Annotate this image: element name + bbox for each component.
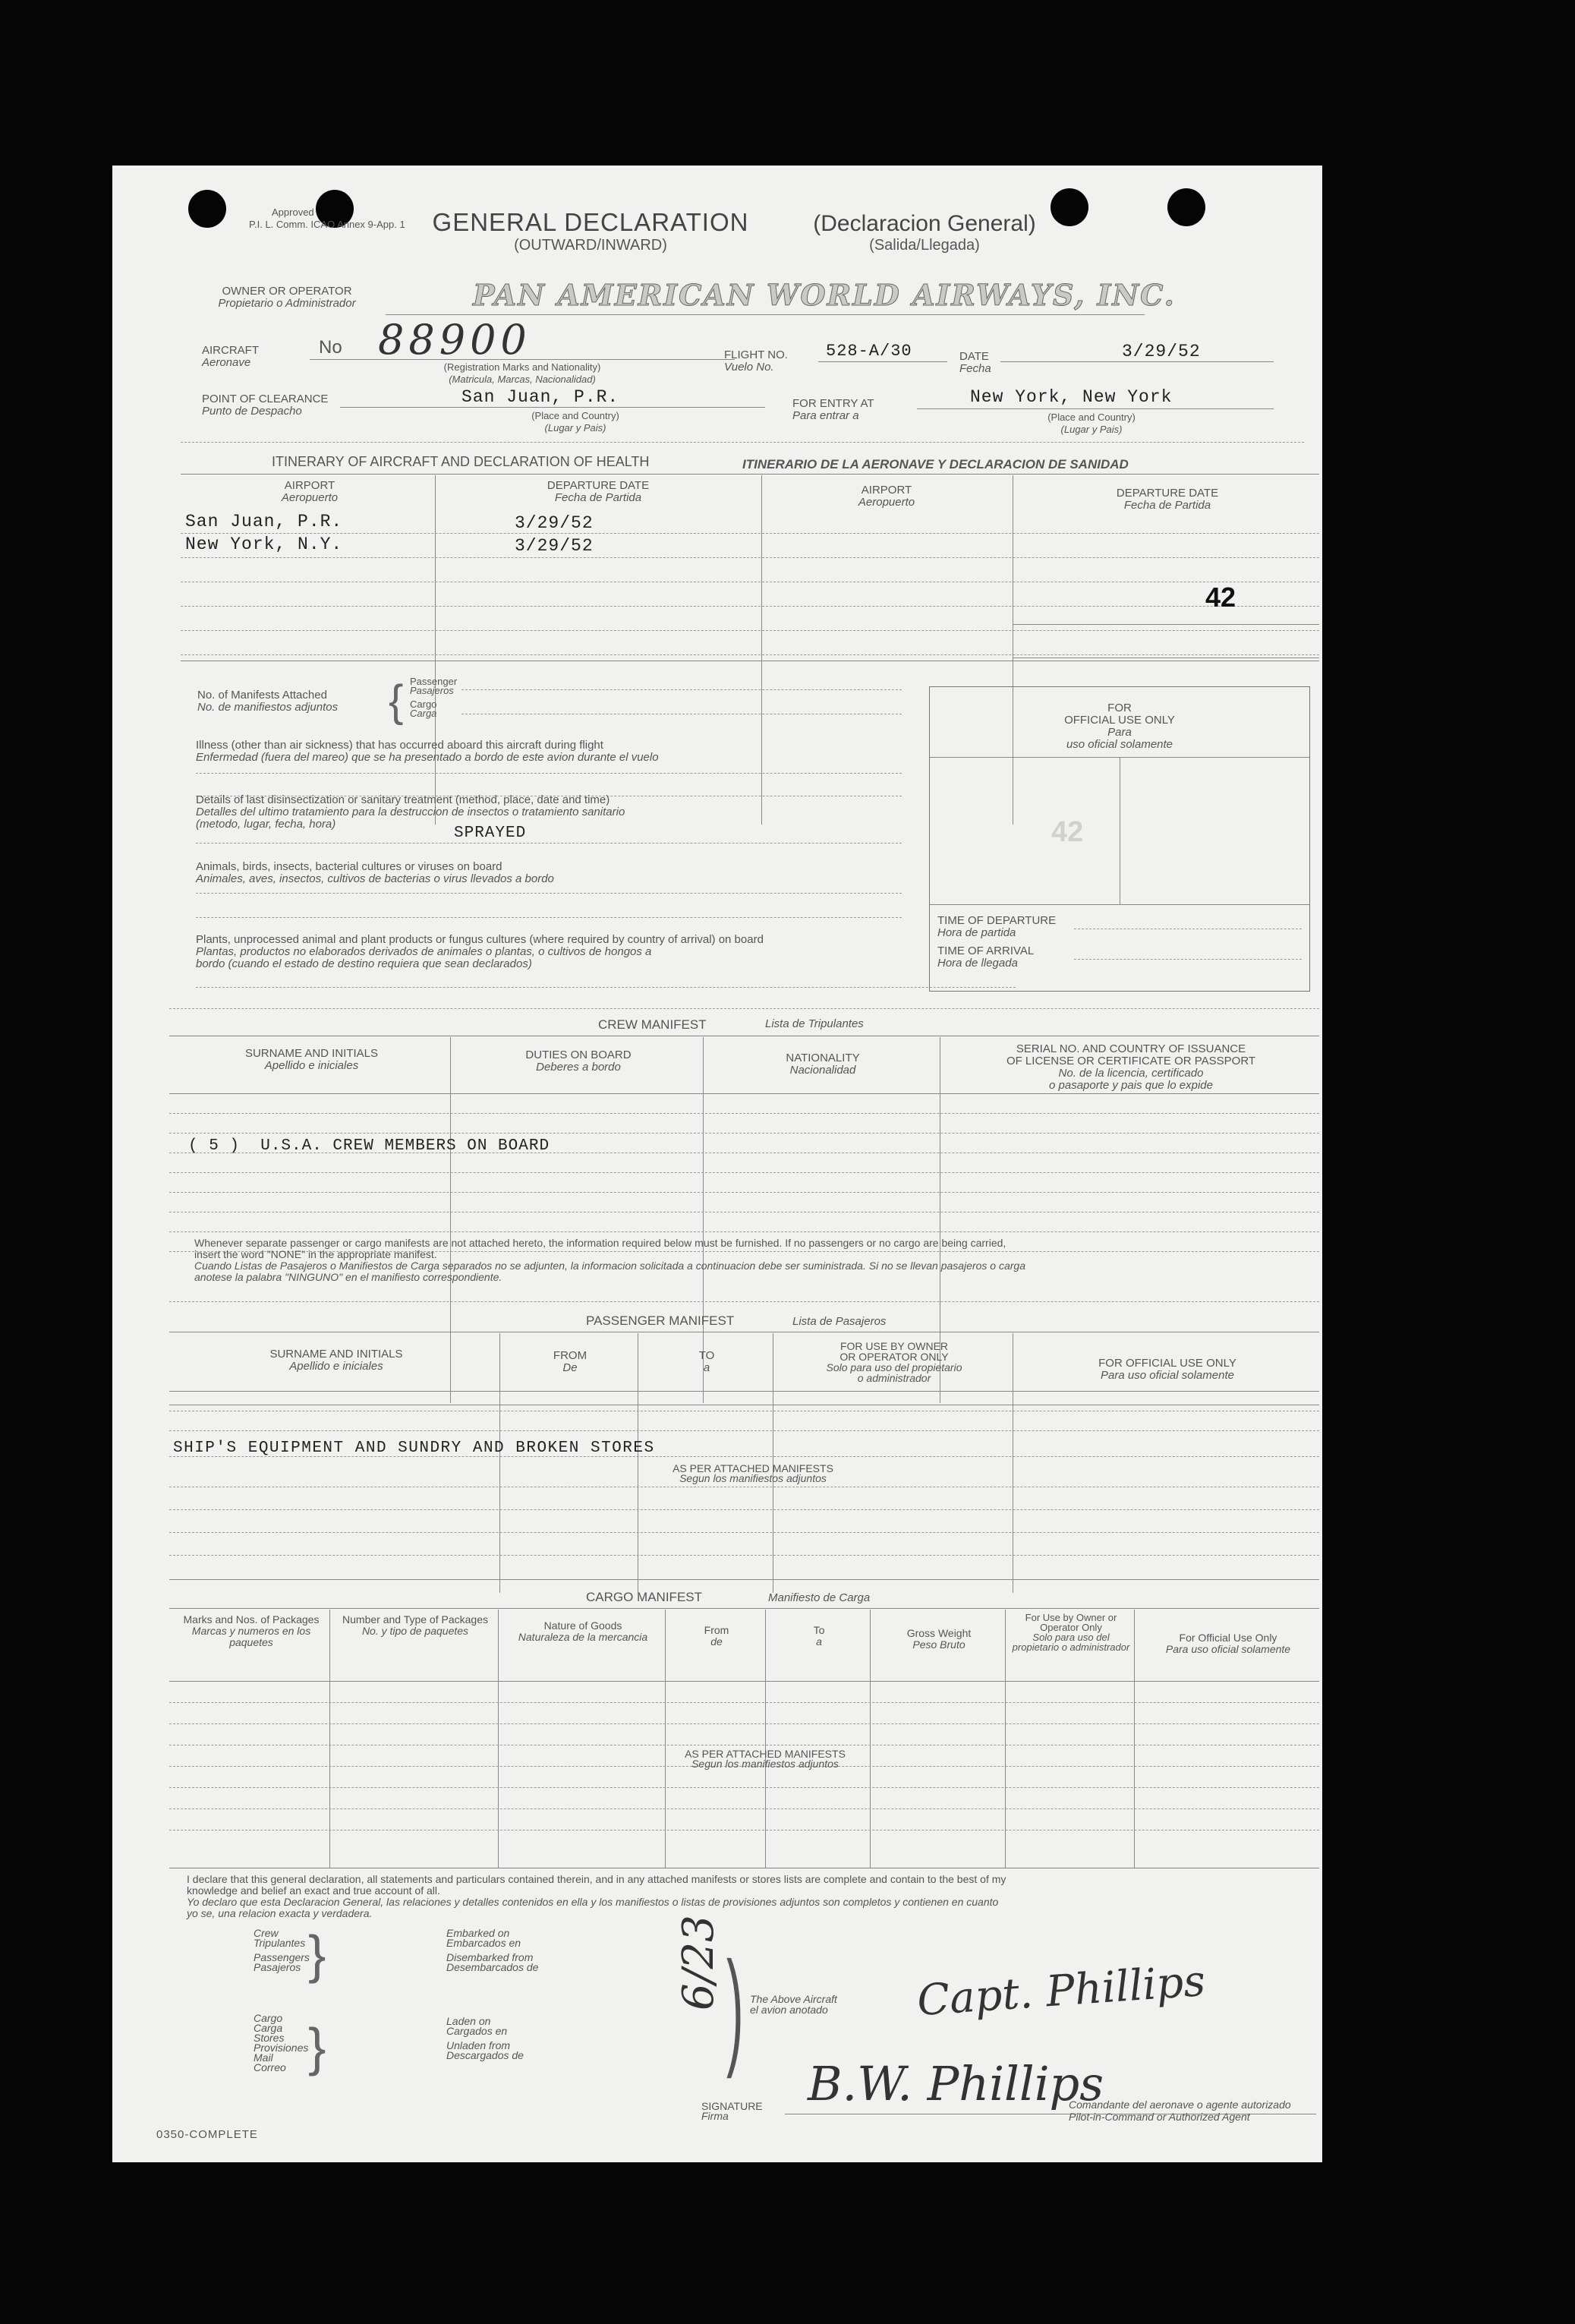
passenger-col-surname: SURNAME AND INITIALS Apellido e iniciales <box>269 1348 403 1373</box>
handwritten-note: 6/23 <box>674 1915 723 2010</box>
summary-embarked: Embarked on Embarcados en Disembarked from Desembarcados de <box>446 1927 539 1973</box>
aircraft-label: AIRCRAFT Aeronave <box>202 344 259 369</box>
cargo-manifest-title-es: Manifiesto de Carga <box>768 1591 871 1604</box>
clearance-value: San Juan, P.R. <box>461 387 619 407</box>
plants-question: Plants, unprocessed animal and plant products or fungus cultures (where required by country of arrival) on board Plantas, productos no elaborados derivados de animales o plantas, o cultivos de hongos a bordo (cuando el estado de destino requiera que sean declarados) <box>196 933 764 970</box>
itinerary-row-airport: New York, N.Y. <box>185 534 343 554</box>
itinerary-col-departure-2: DEPARTURE DATE Fecha de Partida <box>1116 487 1219 512</box>
signature-label: SIGNATURE Firma <box>701 2100 763 2122</box>
manifests-label: No. of Manifests Attached No. de manifiestos adjuntos <box>197 689 339 714</box>
cargo-attached: AS PER ATTACHED MANIFESTS Segun los manifiestos adjuntos <box>685 1748 846 1770</box>
signature-handwriting: B.W. Phillips <box>808 2056 1104 2111</box>
operator-name: PAN AMERICAN WORLD AIRWAYS, INC. <box>473 278 1176 312</box>
cargo-col-owner: For Use by Owner or Operator Only Solo para uso del propietario o administrador <box>1012 1612 1130 1653</box>
itinerary-row-date: 3/29/52 <box>515 513 594 533</box>
owner-label: OWNER OR OPERATOR Propietario o Administrador <box>218 285 356 310</box>
approval-note: Approved P.I. L. Comm. ICAO Annex 9-App. 1 <box>249 207 405 230</box>
passenger-col-from: FROM De <box>553 1349 587 1374</box>
above-aircraft-label: The Above Aircraft el avion anotado <box>750 1993 837 2016</box>
passenger-col-owner: FOR USE BY OWNER OR OPERATOR ONLY Solo para uso del propietario o administrador <box>826 1340 962 1384</box>
crew-manifest-title: CREW MANIFEST <box>598 1017 707 1032</box>
cargo-col-to: To a <box>813 1624 825 1648</box>
cargo-col-from: From de <box>704 1624 729 1648</box>
disinsection-value: SPRAYED <box>454 825 527 842</box>
clearance-label: POINT OF CLEARANCE Punto de Despacho <box>202 393 329 418</box>
crew-col-serial: SERIAL NO. AND COUNTRY OF ISSUANCE OF LICENSE OR CERTIFICATE OR PASSPORT No. de la licencia, certificado o pasaporte y pais que lo expide <box>1006 1042 1256 1092</box>
form-title: GENERAL DECLARATION (OUTWARD/INWARD) <box>432 208 749 254</box>
flight-label: FLIGHT NO. Vuelo No. <box>724 348 788 374</box>
passenger-attached: AS PER ATTACHED MANIFESTS Segun los manifiestos adjuntos <box>673 1462 833 1484</box>
clearance-caption: (Place and Country) (Lugar y Pais) <box>531 410 619 434</box>
animals-question: Animals, birds, insects, bacterial cultures or viruses on board Animales, aves, insectos, cultivos de bacterias o virus llevados a bordo <box>196 860 554 885</box>
crew-col-nationality: NATIONALITY Nacionalidad <box>786 1052 860 1077</box>
cargo-manifest-title: CARGO MANIFEST <box>586 1590 703 1604</box>
entry-caption: (Place and Country) (Lugar y Pais) <box>1047 412 1136 435</box>
aircraft-caption: (Registration Marks and Nationality) (Matricula, Marcas, Nacionalidad) <box>443 361 601 385</box>
form-number: 0350-COMPLETE <box>156 2128 258 2141</box>
passenger-manifest-title-es: Lista de Pasajeros <box>792 1315 887 1328</box>
cargo-col-marks: Marks and Nos. of Packages Marcas y numeros en los paquetes <box>183 1613 320 1648</box>
illness-question: Illness (other than air sickness) that has occurred aboard this aircraft during flight Enfermedad (fuera del mareo) que se ha presentado a bordo de este avion durante el vuelo <box>196 739 659 764</box>
form-title-es: (Declaracion General) (Salida/Llegada) <box>813 211 1036 254</box>
flight-number: 528-A/30 <box>826 342 912 361</box>
official-use-box: FOR OFFICIAL USE ONLY Para uso oficial solamente 42 TIME OF DEPARTURE Hora de partida TIME OF ARRIVAL Hora de llegada <box>929 686 1310 992</box>
page-number: 42 <box>1205 582 1236 613</box>
cargo-col-nature: Nature of Goods Naturaleza de la mercancia <box>518 1619 648 1643</box>
itinerary-title-es: ITINERARIO DE LA AERONAVE Y DECLARACION DE SANIDAD <box>742 457 1129 471</box>
summary-cargo-stores-mail: Cargo Carga Stores Provisiones Mail Correo <box>254 2012 309 2073</box>
itinerary-col-airport: AIRPORT Aeropuerto <box>281 479 339 504</box>
crew-col-surname: SURNAME AND INITIALS Apellido e iniciales <box>244 1047 379 1072</box>
cargo-col-weight: Gross Weight Peso Bruto <box>906 1627 972 1651</box>
disinsection-question: Details of last disinsectization or sanitary treatment (method, place, date and time) Detalles del ultimo tratamiento para la destruccion de insectos o tratamiento sanitario (metodo, lugar, fecha, hora) <box>196 793 625 831</box>
entry-value: New York, New York <box>970 387 1173 407</box>
passenger-entry: SHIP'S EQUIPMENT AND SUNDRY AND BROKEN STORES <box>173 1439 655 1457</box>
captain-handwriting: Capt. Phillips <box>915 1956 1207 2026</box>
crew-entry: ( 5 ) U.S.A. CREW MEMBERS ON BOARD <box>188 1137 550 1155</box>
cargo-col-official: For Official Use Only Para uso oficial solamente <box>1165 1632 1291 1655</box>
summary-laden: Laden on Cargados en Unladen from Descargados de <box>446 2015 524 2061</box>
declaration-form: Approved P.I. L. Comm. ICAO Annex 9-App. 1 GENERAL DECLARATION (OUTWARD/INWARD) (Declaracion General) (Salida/Llegada) OWNER OR OPERATOR Propietario o Administrador PAN AMERICAN WORLD AIRWAYS, INC. AIRCRAFT Aeronave No 88900 (Registration Marks and Nationality) (Matricula, Marcas, Nacionalidad) FLIGHT NO. Vuelo No. 528-A/30 DATE Fecha 3/29/52 POINT OF CLEARANCE Punto de Despacho San Juan, P.R. (Place and Country) (Lugar y Pais) FOR ENTRY AT Para entrar a New York, New York (Place and Country) (Lugar y Pais) ITINERARY OF AIRCRAFT AND DECLARATION OF HEALTH ITINERARIO DE LA AERONAVE Y DECLARACION DE SANIDAD AIRPORT Aeropuerto DEPARTURE DATE Fecha de Partida AIRPORT Aeropuerto DEPARTURE DATE Fecha de Partida San Juan, P.R. 3/29/52 New York, N.Y. 3/29/52 42 No. of Manifests Attached No. de manifiestos adjuntos { Passenger Pasajeros Cargo Carga Illness (other than air sickness) that has occurred aboard this aircraft during flight Enfermedad (fuera del mareo) que se ha presentado a bordo de este avion durante el vuelo Details of last disinsectization or sanitary treatment (method, place, date and time) Detalles del ultimo tratamiento para la destruccion de insectos o tratamiento sanitario (metodo, lugar, fecha, hora) SPRAYED Animals, birds, insects, bacterial cultures or viruses on board Animales, aves, insectos, cultivos de bacterias o virus llevados a bordo Plants, unprocessed animal and plant products or fungus cultures (where required by country of arrival) on board Plantas, productos no elaborados derivados de animales o plantas, o cultivos de hongos a bordo (cuando el estado de destino requiera que sean declarados) FOR OFFICIAL USE ONLY Para uso oficial solamente 42 TIME OF DEPARTURE Hora de partida TIME OF ARRIVAL Hora de llegada CREW MANIFEST Lista de Tripulantes SURNAME AND INITIALS Apellido e iniciales DUTIES ON BOARD Deberes a bordo NATIONALITY Nacionalidad SERIAL NO. AND COUNTRY OF ISSUANCE OF LICENSE OR CERTIFICATE OR PASSPORT No. de la licencia, certificado o pasaporte y pais que lo expide ( 5 ) U.S.A. CREW MEMBERS ON BOARD Whenever separate passenger or cargo manifests are not attached hereto, the information required below must be furnished. If no passengers or no cargo are being carried, insert the word "NONE" in the appropriate manifest. Cuando Listas de Pasajeros o Manifiestos de Carga separados no se adjunten, la informacion solicitada a continuacion debe ser suministrada. Si no se llevan pasajeros o carga anotese la palabra "NINGUNO" en el manifiesto correspondiente. PASSENGER MANIFEST Lista de Pasajeros SURNAME AND INITIALS Apellido e iniciales FROM De TO a FOR USE BY OWNER OR OPERATOR ONLY Solo para uso del propietario o administrador FOR OFFICIAL USE ONLY Para uso oficial solamente SHIP'S EQUIPMENT AND SUNDRY AND BROKEN STORES AS PER ATTACHED MANIFESTS Segun los manifiestos adjuntos CARGO MANIFEST Manifiesto de Carga Marks and Nos. of Packages Marcas y numeros en los paquetes Number and Type of Packages No. y tipo de paquetes Nature of Goods Naturaleza de la mercancia From de To a Gross Weight Peso Bruto For Use by Owner or Operator Only Solo para uso del propietario o administrador For Official Use Only Para uso oficial solamente AS PER ATTACHED MANIFESTS Segun los manifiestos adjuntos I declare that this general declaration, all statements and particulars contained therein, and in any attached manifests or stores lists are complete and contain to the best of my knowledge and belief an exact and true account of all. Yo declaro que esta Declaracion General, las relaciones y detalles contenidos en ella y los manifiestos o listas de provisiones adjuntos son completos y contienen en cuanto yo se, una relacion exacta y verdadera. Crew Tripulantes Passengers Pasajeros } Embarked on Embarcados en Disembarked from Desembarcados de Cargo Carga Stores Provisiones Mail Correo } Laden on Cargados en Unladen from Descargados de 6/23 ) The Above Aircraft el avion anotado Capt. Phillips SIGNATURE Firma B.W. Phillips Comandante del aeronave o agente autorizado Pilot-in-Command or Authorized Agent 0350-COMPLETE <box>112 166 1322 2162</box>
aircraft-registration: 88900 <box>378 316 531 364</box>
time-of-arrival: TIME OF ARRIVAL Hora de llegada <box>937 944 1035 970</box>
aircraft-no-prefix: No <box>319 337 342 358</box>
itinerary-col-departure: DEPARTURE DATE Fecha de Partida <box>547 479 650 504</box>
passenger-col-to: TO a <box>698 1349 715 1374</box>
itinerary-col-airport-2: AIRPORT Aeropuerto <box>858 484 915 509</box>
passenger-col-official: FOR OFFICIAL USE ONLY Para uso oficial solamente <box>1098 1357 1236 1382</box>
passenger-manifest-title: PASSENGER MANIFEST <box>586 1313 735 1328</box>
crew-col-duties: DUTIES ON BOARD Deberes a bordo <box>525 1048 632 1074</box>
itinerary-row-airport: San Juan, P.R. <box>185 512 343 531</box>
manifests-types: Passenger Pasajeros Cargo Carga <box>410 676 458 719</box>
crew-manifest-title-es: Lista de Tripulantes <box>765 1017 864 1030</box>
date-label: DATE Fecha <box>959 350 991 375</box>
punch-hole <box>188 190 226 228</box>
punch-hole <box>1167 188 1205 226</box>
time-of-departure: TIME OF DEPARTURE Hora de partida <box>937 914 1057 939</box>
entry-label: FOR ENTRY AT Para entrar a <box>792 397 874 422</box>
cargo-col-packages: Number and Type of Packages No. y tipo de paquetes <box>342 1613 488 1637</box>
signature-role: Comandante del aeronave o agente autorizado Pilot-in-Command or Authorized Agent <box>1069 2099 1291 2123</box>
manifest-notice: Whenever separate passenger or cargo manifests are not attached hereto, the information required below must be furnished. If no passengers or no cargo are being carried, insert the word "NONE" in the appropriate manifest. Cuando Listas de Pasajeros o Manifiestos de Carga separados no se adjunten, la informacion solicitada a continuacion debe ser suministrada. Si no se llevan pasajeros o carga anotese la palabra "NINGUNO" en el manifiesto correspondiente. <box>194 1237 1025 1283</box>
official-stamp-number: 42 <box>1051 816 1084 848</box>
flight-date: 3/29/52 <box>1122 342 1201 361</box>
itinerary-row-date: 3/29/52 <box>515 536 594 556</box>
itinerary-title: ITINERARY OF AIRCRAFT AND DECLARATION OF HEALTH <box>272 454 650 469</box>
summary-crew-passengers: Crew Tripulantes Passengers Pasajeros <box>254 1927 310 1973</box>
declaration-text: I declare that this general declaration, all statements and particulars contained therein, and in any attached manifests or stores lists are complete and contain to the best of my knowledge and belief an exact and true account of all. Yo declaro que esta Declaracion General, las relaciones y detalles contenidos en ella y los manifiestos o listas de provisiones adjuntos son completos y contienen en cuanto yo se, una relacion exacta y verdadera. <box>187 1873 1006 1919</box>
